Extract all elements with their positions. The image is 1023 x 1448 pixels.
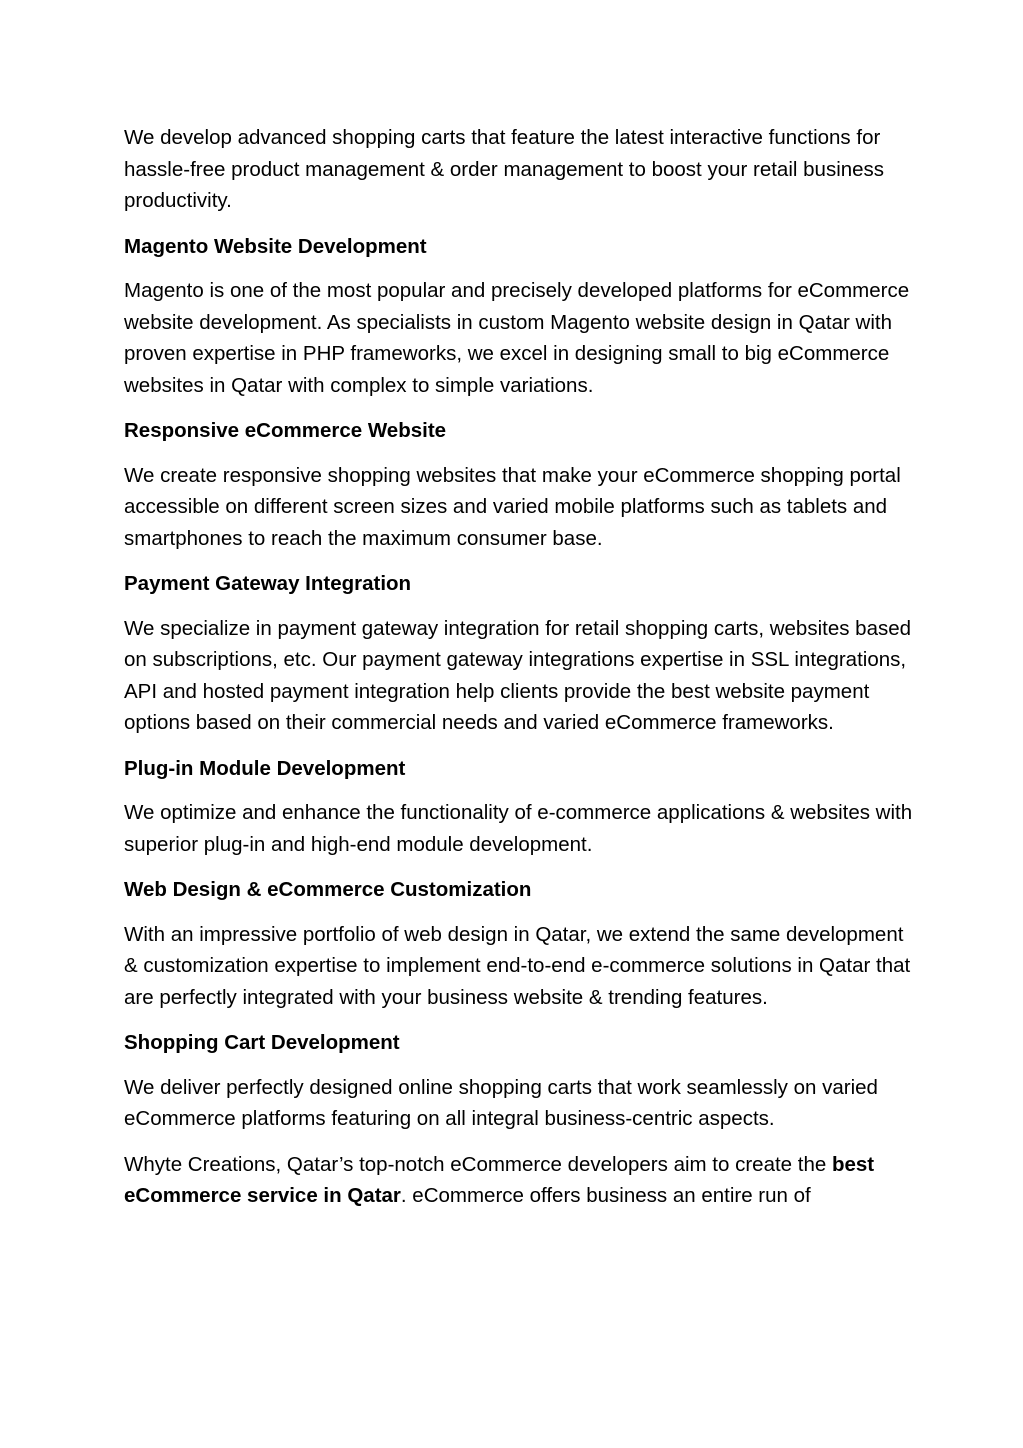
section-body-shopping-cart: We deliver perfectly designed online shopping carts that work seamlessly on varied eCommerce platforms featuring on all integral business-centric aspects. — [124, 1075, 878, 1130]
section-heading-plugin: Plug-in Module Development — [124, 756, 406, 780]
section-body-magento: Magento is one of the most popular and precisely developed platforms for eCommerce website development. As specialists in custom Magento website design in Qatar with proven expertise in PHP frameworks, we excel in designing small to big eCommerce websites in Qatar with complex to simple variations. — [124, 279, 910, 397]
closing-prefix: Whyte Creations, Qatar’s top-notch eCommerce developers aim to create the — [124, 1152, 832, 1176]
section-heading-payment: Payment Gateway Integration — [124, 572, 412, 595]
intro-paragraph: We develop advanced shopping carts that feature the latest interactive functions for hassle-free product management & order management to boost your retail business productivity. — [124, 126, 885, 212]
section-heading-magento: Magento Website Development — [124, 234, 427, 258]
section-body-payment: We specialize in payment gateway integration for retail shopping carts, websites based on subscriptions, etc. Our payment gateway integrations expertise in SSL integrations, API and hosted payment integration help clients provide the best website payment options based on their commercial needs and varied eCommerce frameworks. — [124, 616, 912, 734]
closing-bold-phrase: best eCommerce service in Qatar — [124, 1152, 875, 1207]
section-body-responsive: We create responsive shopping websites that make your eCommerce shopping portal accessible on different screen sizes and varied mobile platforms such as tablets and smartphones to reach the maximum consumer base. — [124, 463, 901, 550]
section-heading-webdesign: Web Design & eCommerce Customization — [124, 878, 532, 901]
section-body-webdesign: With an impressive portfolio of web design in Qatar, we extend the same development & customization expertise to implement end-to-end e-commerce solutions in Qatar that are perfectly integrated with your business website & trending features. — [124, 922, 911, 1009]
section-body-plugin: We optimize and enhance the functionality of e-commerce applications & websites with superior plug-in and high-end module development. — [124, 801, 913, 856]
section-heading-shopping-cart: Shopping Cart Development — [124, 1031, 400, 1054]
document-page — [124, 122, 914, 1226]
closing-suffix: . eCommerce offers business an entire run of — [400, 1184, 811, 1207]
section-heading-responsive: Responsive eCommerce Website — [124, 419, 447, 442]
closing-paragraph — [124, 1149, 914, 1212]
